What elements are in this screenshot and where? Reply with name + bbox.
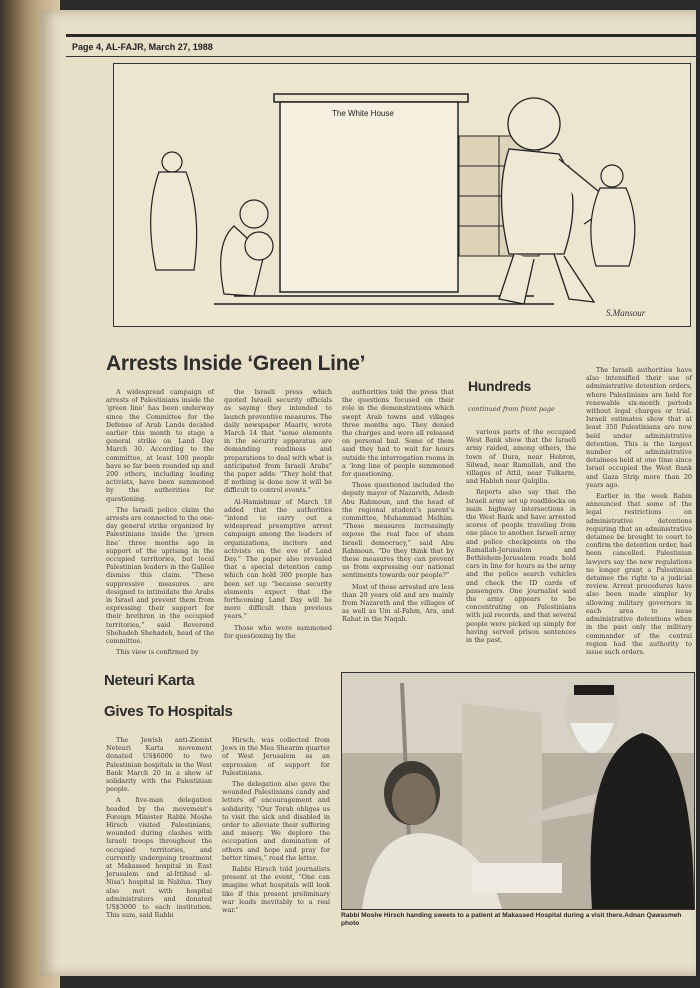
page-folio: Page 4, AL-FAJR, March 27, 1988 <box>72 42 213 52</box>
paragraph: authorities told the press that the questions focused on their role in the demonstrations which swept Arab towns and villages three months ago. They denied the charges and were all released on personal bail. Some of them said they had to wait for hours outside the interrogation rooms in a ‘long line of people summoned for questioning. <box>342 388 454 479</box>
arrests-column-1 <box>106 388 214 657</box>
paragraph: The Israeli police claim the arrests are connected to the one-day general strike organized by Palestinians inside the ‘green line’ three months ago in support of the uprising in the occupied territories, but local Palestinian leaders in the Galilee dismiss this claim. “These suppressive measures are designed to intimidate the Arabs in Israel and prevent them from expressing their support for their brethren in the occupied territories,” said Reverend Shehadeh Shehadeh, head of the committee. <box>106 505 214 646</box>
arrests-column-2 <box>224 388 332 640</box>
paragraph: The delegation also gave the wounded Palestinians candy and letters of encouragement and solidarity. “Our Torah obliges us to visit the sick and disabled in order to alleviate their suffering and misery. We deplore the occupation and domination of others and hope and pray for better times,” read the letter. <box>222 780 330 862</box>
cartoonist-signature: S.Mansour <box>606 308 646 318</box>
paragraph: A widespread campaign of arrests of Palestinians inside the ‘green line’ has been underway since the Committee for the Defense of Arab Lands decided earlier this month to stage a general strike on Land Day March 30. According to the committee, at least 100 people have so far been rounded up and 200 others, including leading activists, have been summoned by the authorities for questioning. <box>106 388 214 503</box>
paragraph: Rabbi Hirsch told journalists present at the event, “One can imagine what hospitals will look like if this present preliminary war leads inevitably to a real war.” <box>222 865 330 915</box>
paragraph: various parts of the occupied West Bank show that the Israeli army raided, among others, the town of Dura, near Hebron, Silwad, near Ramallah, and the villages of Attil, near Tulkarm, and Hableh near Qalqilia. <box>466 428 576 486</box>
white-house-label: The White House <box>332 109 394 118</box>
neteuri-column-2 <box>222 736 330 914</box>
paragraph: Most of those arrested are less than 20 years old and are mainly from Nazareth and the villages of as well as Um al-Fahm, Ara, and Rahat in the Naqab. <box>342 582 454 624</box>
paragraph: Reports also say that the Israeli army set up roadblocks on main highway intersections in the West Bank and have arrested scores of people traveling from one place to another. Israeli army and police checkpoints on the Ramallah-Jerusalem and Bethlehem-Jerusalem roads hold cars in line for hours as the army and the police search vehicles and check the ID cards of passengers. One journalist said the army appears to be concentrating on Palestinians with jail records, and that several people were picked up simply for having served prison sentences in the past. <box>466 488 576 645</box>
arrests-column-3 <box>342 388 454 624</box>
headline-arrests: Arrests Inside ‘Green Line’ <box>106 352 366 375</box>
neteuri-column-1 <box>106 736 212 919</box>
news-photo <box>341 672 695 910</box>
political-cartoon <box>113 63 691 327</box>
paragraph: Those who were summoned for questioning by the <box>224 623 332 640</box>
headline-hundreds: Hundreds <box>468 378 531 394</box>
paragraph: Al-Hamishmar of March 18 added that the authorities “intend to carry out a widespread preemptive arrest campaign among the leaders of organizations, inciters and activists on the eve of Land Day.” The paper also revealed that a special detention camp which can hold 300 people has been set up “because security elements expect that the forthcoming Land Day will be more difficult than previous years.” <box>224 497 332 621</box>
continued-kicker: continued from front page <box>468 405 555 413</box>
top-rule <box>66 34 700 37</box>
hundreds-column-2 <box>586 366 692 656</box>
photo-caption: Rabbi Moshe Hirsch handing sweets to a patient at Makassed Hospital during a visit there.Adnan Qawasmeh photo <box>341 912 682 927</box>
paragraph: Earlier in the week Rabin announced that some of the legal restrictions on administrative detentions requiring that an administrative detainee be brought to court to confirm the detention order, had been cancelled. Palestinian lawyers say the new regulations no longer grant a Palestinian detainee the right to a judicial review. Arrest procedures have also been made simpler by allowing military governors in each area to issue administrative detentions when in the past only the military commander of the central region had the authority to issue such orders. <box>586 492 692 656</box>
hundreds-column-1 <box>466 428 576 644</box>
paragraph: The Jewish anti-Zionist Neteuri Karta movement donated US$6000 to two Palestinian hospitals in the West Bank March 20 in a show of solidarity with the Palestinian people. <box>106 736 212 794</box>
headline-neteuri-karta: Neteuri Karta <box>104 672 195 689</box>
paragraph: the Israeli press which quoted Israeli security officials as saying they intended to launch preventive measures. The daily newspaper Maariv, wrote March 14 that “some elements in the security apparatus are demanding readiness and preparations to deal with what is anticipated from Israeli Arabs” the paper adds: “They hold that if nothing is done now it will be difficult to control events.” <box>224 388 332 495</box>
photo-image <box>342 673 694 909</box>
paragraph: This view is confirmed by <box>116 648 199 657</box>
paragraph: Those questioned included the deputy mayor of Nazareth, Adeeb Abu Rahmoun, and the head of the regional student’s parent’s committee, Muhammad Melhim. “These measures increasingly expose the real face of sham Israeli democracy,” said Abu Rahmoun. “Do they think that by these measures they can prevent us from expressing our national sentiments towards our people?” <box>342 481 454 580</box>
paragraph: A five-man delegation headed by the movement’s Foreign Minister Rabbi Moshe Hirsch visited Palestinians, wounded during clashes with Israeli troops throughout the occupied territories, and currently undergoing treatment at Makassed hospital in East Jerusalem and al-Ittihad al-Nisa’i hospital in Nablus. They also met with hospital administrators and donated US$3000 to each institution. This sum, said Rabbi <box>106 796 212 920</box>
paragraph: The Israeli authorities have also intensified their use of administrative detention orders, where Palestinians are held for renewable six-month periods without legal charges or trial. Israeli estimates show that at least 350 Palestinians are now held under administrative detention. This is the largest number of administrative detainees held at one time since Israel occupied the West Bank and Gaza Strip more than 20 years ago. <box>586 366 692 489</box>
paragraph: Hirsch, was collected from Jews in the Mea Shearim quarter of West Jerusalem as an expression of support for Palestinians. <box>222 736 330 777</box>
folio-rule <box>66 56 700 57</box>
headline-gives-to-hospitals: Gives To Hospitals <box>104 703 233 720</box>
cartoon-drawing <box>114 64 690 326</box>
